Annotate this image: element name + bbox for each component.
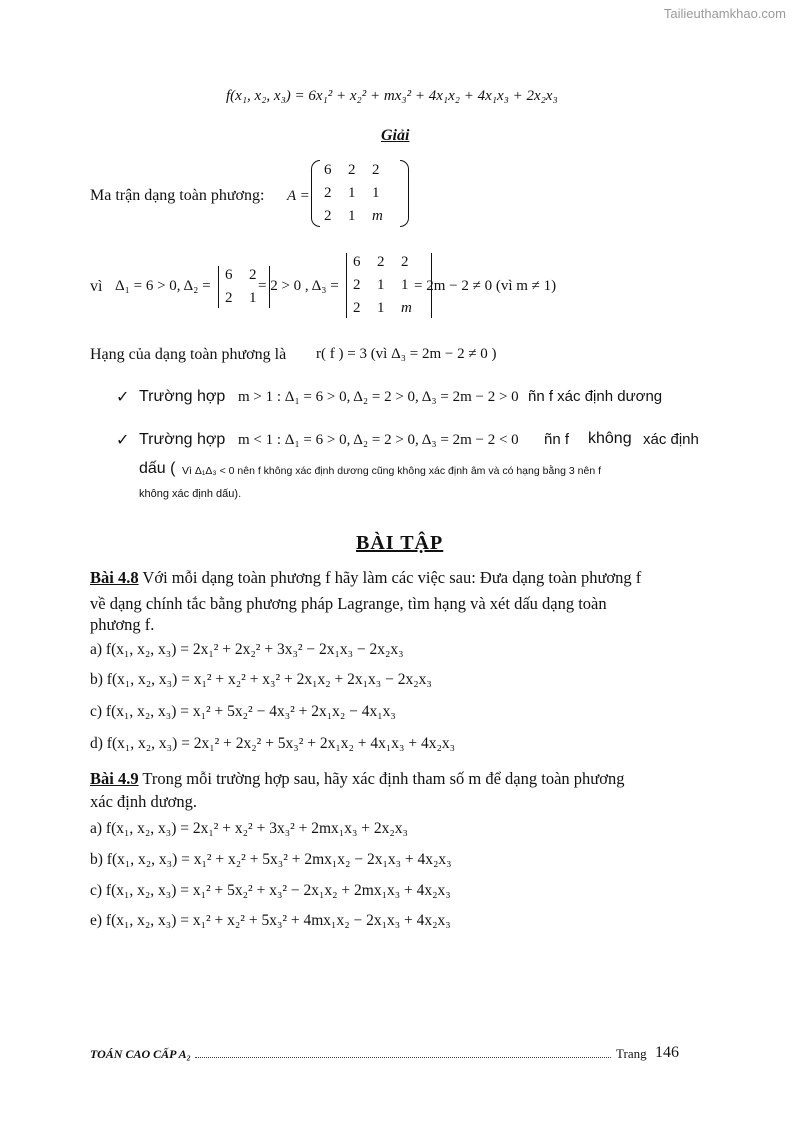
case2-line2: dấu (: [139, 460, 176, 477]
matrix-a-cell: m: [372, 208, 383, 224]
case1-label: Trường hợp: [139, 388, 226, 405]
matrix-name: A =: [287, 188, 310, 204]
matrix-a-cell: 1: [372, 185, 380, 201]
delta-prefix: vì: [90, 278, 103, 295]
footer: [90, 1047, 615, 1062]
ex48-item-c: c) f(x₁, x₂, x₃) = x₁² + 5x₂² − 4x₃² + 2x₁x₂ − 4x₁x₃: [90, 703, 396, 720]
det2-cell: 6: [225, 267, 233, 283]
det3-cell: 1: [377, 277, 385, 293]
det3-cell: 2: [353, 277, 361, 293]
ex48-line3: phương f.: [90, 615, 155, 634]
det3-cell: 1: [377, 300, 385, 316]
watermark: Tailieuthamkhao.com: [663, 6, 786, 21]
matrix-a-cell: 6: [324, 162, 332, 178]
matrix-a: [311, 160, 409, 227]
ex49-item-a: a) f(x₁, x₂, x₃) = 2x₁² + x₂² + 3x₃² + 2mx₁x₃ + 2x₂x₃: [90, 820, 408, 837]
ex48-item-b: b) f(x₁, x₂, x₃) = x₁² + x₂² + x₃² + 2x₁x₂ + 2x₁x₃ − 2x₂x₃: [90, 671, 432, 688]
ex48-line1: Với mỗi dạng toàn phương f hãy làm các việc sau: Đưa dạng toàn phương f: [142, 568, 642, 587]
footer-page-number: 146: [655, 1044, 679, 1061]
matrix-a-cell: 2: [324, 185, 332, 201]
solution-title: Giải: [381, 127, 410, 144]
rank-math: r( f ) = 3 (vì Δ₃ = 2m − 2 ≠ 0 ): [316, 346, 497, 362]
top-formula: f(x₁, x₂, x₃) = 6x₁² + x₂² + mx₃² + 4x₁x₂ + 4x₁x₃ + 2x₂x₃: [226, 88, 558, 104]
ex49-label: Bài 4.9: [90, 769, 139, 788]
det2-cell: 2: [249, 267, 257, 283]
case2-tail-a: ñn f: [544, 431, 570, 448]
case2-tail-c: xác định: [643, 431, 699, 448]
ex48-item-a: a) f(x₁, x₂, x₃) = 2x₁² + 2x₂² + 3x₃² − 2x₁x₃ − 2x₂x₃: [90, 641, 404, 658]
matrix-a-cell: 1: [348, 185, 356, 201]
det3-cell: 2: [401, 254, 409, 270]
det2-cell: 1: [249, 290, 257, 306]
det3-cell: m: [401, 300, 412, 316]
ex48-label: Bài 4.8: [90, 568, 139, 587]
ex49-item-e: e) f(x₁, x₂, x₃) = x₁² + x₂² + 5x₃² + 4mx₁x₂ − 2x₁x₃ + 4x₂x₃: [90, 912, 451, 929]
case2-math: m < 1 : Δ₁ = 6 > 0, Δ₂ = 2 > 0, Δ₃ = 2m − 2 < 0: [238, 432, 519, 448]
delta3-result: = 2m − 2 ≠ 0 (vì m ≠ 1): [414, 278, 557, 294]
delta1: Δ₁ = 6 > 0, Δ₂ =: [115, 278, 211, 294]
matrix-a-cell: 2: [348, 162, 356, 178]
det3-cell: 2: [353, 300, 361, 316]
det3-cell: 2: [377, 254, 385, 270]
case1-math: m > 1 : Δ₁ = 6 > 0, Δ₂ = 2 > 0, Δ₃ = 2m − 2 > 0: [238, 389, 519, 405]
case1-tail: ñn f xác định dương: [528, 388, 663, 405]
ex49-item-c: c) f(x₁, x₂, x₃) = x₁² + 5x₂² + x₃² − 2x₁x₂ + 2mx₁x₃ + 4x₂x₃: [90, 882, 451, 899]
det2-cell: 2: [225, 290, 233, 306]
section-heading: BÀI TẬP: [356, 532, 444, 554]
matrix-a-cell: 2: [324, 208, 332, 224]
ex48-paragraph: [90, 565, 703, 591]
matrix-a-cell: 2: [372, 162, 380, 178]
ex48-line2: về dạng chính tắc bằng phương pháp Lagrange, tìm hạng và xét dấu dạng toàn: [90, 594, 607, 613]
ex49-line1: Trong mỗi trường hợp sau, hãy xác định tham số m để dạng toàn phương: [142, 769, 625, 788]
matrix-a-cell: 1: [348, 208, 356, 224]
case2-tail-b: không: [588, 430, 632, 447]
footer-title: TOÁN CAO CẤP A₂: [90, 1047, 191, 1061]
ex49-item-b: b) f(x₁, x₂, x₃) = x₁² + x₂² + 5x₃² + 2mx₁x₂ − 2x₁x₃ + 4x₂x₃: [90, 851, 452, 868]
delta2-result: = 2 > 0 , Δ₃ =: [258, 278, 339, 294]
rank-text: Hạng của dạng toàn phương là: [90, 346, 287, 363]
det3-cell: 6: [353, 254, 361, 270]
ex49-line2: xác định dương.: [90, 792, 198, 811]
footer-dots: [195, 1057, 611, 1058]
case2-line3: không xác định dấu).: [139, 488, 242, 500]
ex48-item-d: d) f(x₁, x₂, x₃) = 2x₁² + 2x₂² + 5x₃² + 2x₁x₂ + 4x₁x₃ + 4x₂x₃: [90, 735, 456, 752]
checkmark-icon: ✓: [116, 387, 130, 406]
checkmark-icon: ✓: [116, 430, 130, 449]
case2-label: Trường hợp: [139, 431, 226, 448]
case2-line2-small: Vì Δ₁Δ₃ < 0 nên f không xác định dương cũng không xác định âm và có hạng bằng 3 nên f: [182, 465, 601, 477]
det3-cell: 1: [401, 277, 409, 293]
footer-page-label: Trang: [616, 1046, 647, 1061]
matrix-label: Ma trận dạng toàn phương:: [90, 187, 265, 204]
